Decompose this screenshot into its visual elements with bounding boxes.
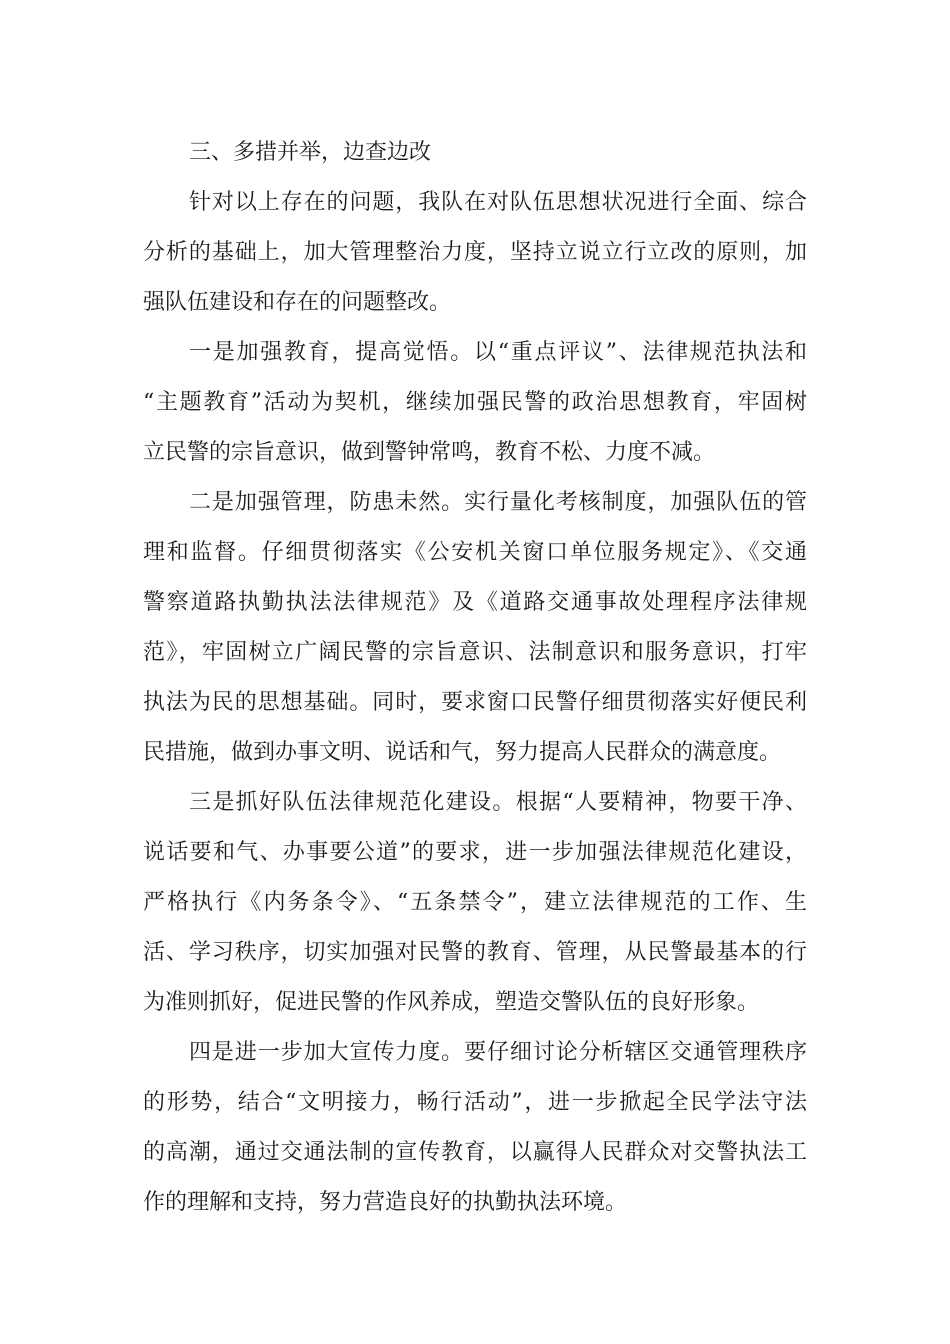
paragraph-line: 严格执行《内务条令》、“五条禁令”，建立法律规范的工作、生 — [143, 890, 807, 915]
paragraph-line: 作的理解和支持，努力营造良好的执勤执法环境。 — [143, 1190, 628, 1215]
paragraph-line: 说话要和气、办事要公道”的要求，进一步加强法律规范化建设， — [143, 840, 807, 865]
paragraph-line: 针对以上存在的问题，我队在对队伍思想状况进行全面、综合 — [189, 190, 807, 215]
paragraph-line: 为准则抓好，促进民警的作风养成，塑造交警队伍的良好形象。 — [143, 990, 760, 1015]
paragraph-line: 强队伍建设和存在的问题整改。 — [143, 290, 452, 315]
paragraph-line: 一是加强教育，提高觉悟。以“重点评议”、法律规范执法和 — [189, 340, 807, 365]
paragraph — [143, 778, 807, 1028]
paragraph-line: “主题教育”活动为契机，继续加强民警的政治思想教育，牢固树 — [143, 390, 807, 415]
document-body — [143, 128, 807, 1228]
paragraph — [143, 478, 807, 778]
paragraph — [143, 328, 807, 478]
paragraph-line: 的形势，结合“文明接力，畅行活动”，进一步掀起全民学法守法 — [143, 1090, 807, 1115]
paragraph-line: 民措施，做到办事文明、说话和气，努力提高人民群众的满意度。 — [143, 740, 782, 765]
paragraph-line: 警察道路执勤执法法律规范》及《道路交通事故处理程序法律规 — [143, 590, 807, 615]
paragraph-line: 的高潮，通过交通法制的宣传教育，以赢得人民群众对交警执法工 — [143, 1140, 807, 1165]
paragraph — [143, 178, 807, 328]
section-heading: 三、多措并举，边查边改 — [189, 140, 432, 165]
paragraph-line: 执法为民的思想基础。同时，要求窗口民警仔细贯彻落实好便民利 — [143, 690, 807, 715]
paragraph-line: 三是抓好队伍法律规范化建设。根据“人要精神，物要干净、 — [189, 790, 807, 815]
paragraph — [143, 1028, 807, 1228]
paragraph-line: 范》，牢固树立广阔民警的宗旨意识、法制意识和服务意识，打牢 — [143, 640, 807, 665]
paragraph-line: 二是加强管理，防患未然。实行量化考核制度，加强队伍的管 — [189, 490, 807, 515]
paragraph-line: 活、学习秩序，切实加强对民警的教育、管理，从民警最基本的行 — [143, 940, 807, 965]
paragraph-line: 理和监督。仔细贯彻落实《公安机关窗口单位服务规定》、《交通 — [143, 540, 807, 565]
paragraph-line: 分析的基础上，加大管理整治力度，坚持立说立行立改的原则，加 — [143, 240, 807, 265]
paragraph-line: 立民警的宗旨意识，做到警钟常鸣，教育不松、力度不减。 — [143, 440, 716, 465]
paragraph-line: 四是进一步加大宣传力度。要仔细讨论分析辖区交通管理秩序 — [189, 1040, 807, 1065]
